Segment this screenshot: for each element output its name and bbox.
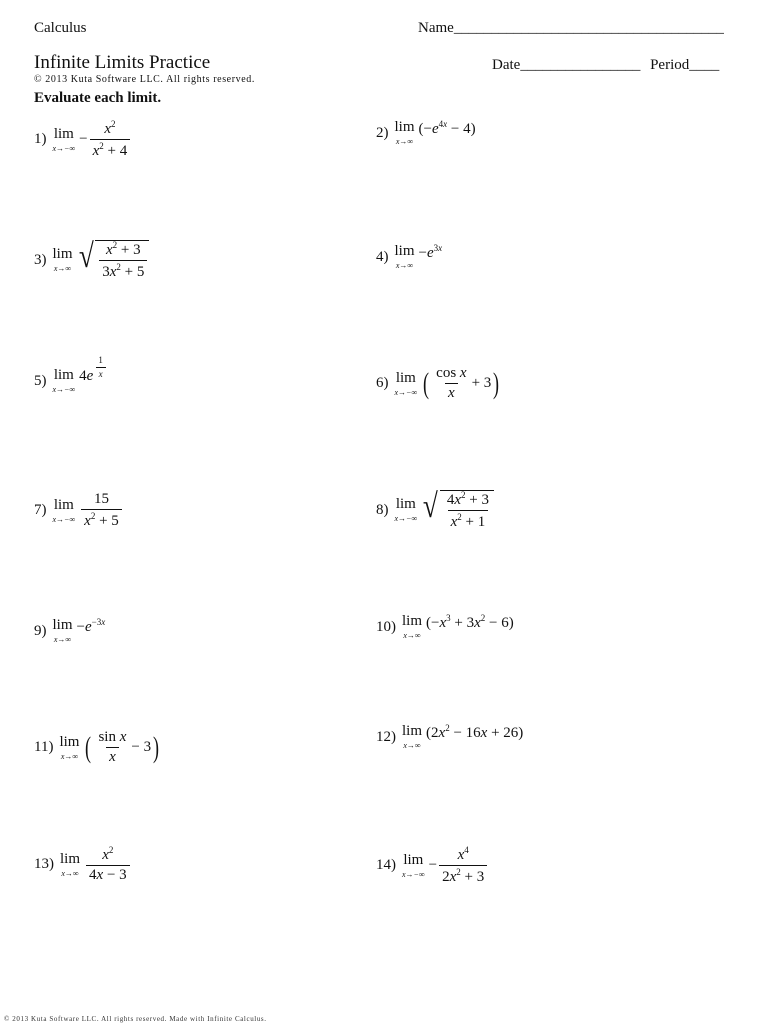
- limit-operator: lim x→−∞: [52, 496, 76, 524]
- limit-operator: lim x→−∞: [52, 125, 76, 153]
- square-root: √ $\frac{x^2 + 3}{3x^2 + 5}$: [77, 240, 150, 280]
- problem-number: 3): [34, 251, 47, 268]
- limit-operator: lim x→∞: [394, 119, 415, 146]
- problem-number: 9): [34, 622, 47, 639]
- instructions: Evaluate each limit.: [34, 90, 162, 106]
- limit-operator: lim x→−∞: [394, 369, 418, 397]
- problem-6: 6) lim x→−∞ ( $\frac{\text{cos x}}{x}$ + 3 ): [376, 365, 500, 401]
- problem-number: 13): [34, 856, 54, 872]
- problem-13: [34, 846, 132, 883]
- fraction: $\frac{x^2}{4x - 3}$: [86, 846, 130, 883]
- limit-operator: lim x→∞: [59, 733, 80, 761]
- limit-operator: lim x→∞: [60, 850, 81, 878]
- name-field: Name____________________________________: [418, 20, 724, 36]
- problem-3: [34, 240, 149, 280]
- date-period-field: [492, 57, 719, 74]
- problem-number: 2): [376, 124, 389, 141]
- square-root: √ $\frac{4x^2 + 3}{x^2 + 1}$: [421, 490, 494, 530]
- problem-number: 6): [376, 375, 389, 391]
- worksheet-title: Infinite Limits Practice: [34, 52, 211, 73]
- problem-number: 7): [34, 502, 47, 518]
- limit-operator: lim x→−∞: [52, 367, 76, 394]
- problem-14: 14) lim x→−∞ − $\frac{x^4}{2x^2 + 3}$: [376, 846, 489, 885]
- exponent-fraction: $\frac{1}{x}$: [95, 356, 106, 379]
- problem-number: 1): [34, 131, 47, 147]
- problem-1: 1) lim x→−∞ − $\frac{x^2}{x^2 + 4}$: [34, 120, 132, 159]
- fraction: $\frac{x^2}{x^2 + 4}$: [90, 120, 131, 159]
- course-title: Calculus: [34, 20, 87, 36]
- copyright: © 2013 Kuta Software LLC. All rights reserved.: [34, 74, 255, 85]
- limit-operator: lim x→−∞: [402, 851, 425, 879]
- fraction: $\frac{x^4}{2x^2 + 3}$: [439, 846, 487, 885]
- problem-10: 10) lim x→∞ $(-x^3 + 3x^2 - 6)$: [376, 612, 514, 640]
- limit-operator: lim x→∞: [394, 243, 415, 270]
- fraction: $\frac{\text{sin x}}{x}$: [98, 729, 127, 765]
- problem-number: 8): [376, 501, 389, 518]
- problem-7: [34, 492, 124, 529]
- fraction: $\frac{15}{x^2 + 5}$: [81, 492, 122, 529]
- limit-operator: lim x→∞: [52, 617, 73, 644]
- limit-operator: lim x→∞: [402, 613, 423, 640]
- problem-11: 11) lim x→∞ ( $\frac{\text{sin x}}{x}$ − 3 ): [34, 729, 160, 765]
- fraction: $\frac{\text{cos x}}{x}$: [436, 365, 467, 401]
- limit-operator: lim x→∞: [52, 246, 73, 273]
- date-field: Date________________: [492, 57, 641, 73]
- problem-5: 5) lim x→−∞ 4e $\frac{1}{x}$: [34, 368, 108, 394]
- problem-number: 14): [376, 857, 396, 873]
- problem-number: 11): [34, 739, 54, 755]
- period-field: Period____: [650, 57, 720, 73]
- limit-operator: lim x→−∞: [394, 496, 418, 523]
- problem-9: 9) lim x→∞ $-e^{-3x}$: [34, 616, 106, 644]
- limit-operator: lim x→∞: [402, 723, 423, 750]
- problem-2: 2) lim x→∞ $(-e^{4x} - 4)$: [376, 118, 476, 146]
- problem-number: 10): [376, 618, 396, 635]
- problem-4: 4) lim x→∞ $-e^{3x}$: [376, 242, 443, 270]
- problem-number: 12): [376, 728, 396, 745]
- footer: © 2013 Kuta Software LLC. All rights reserved. Made with Infinite Calculus.: [4, 1015, 267, 1023]
- problem-number: 4): [376, 248, 389, 265]
- problem-number: 5): [34, 372, 47, 389]
- problem-8: [376, 490, 494, 530]
- problem-12: 12) lim x→∞ $(2x^2 - 16x + 26)$: [376, 722, 524, 750]
